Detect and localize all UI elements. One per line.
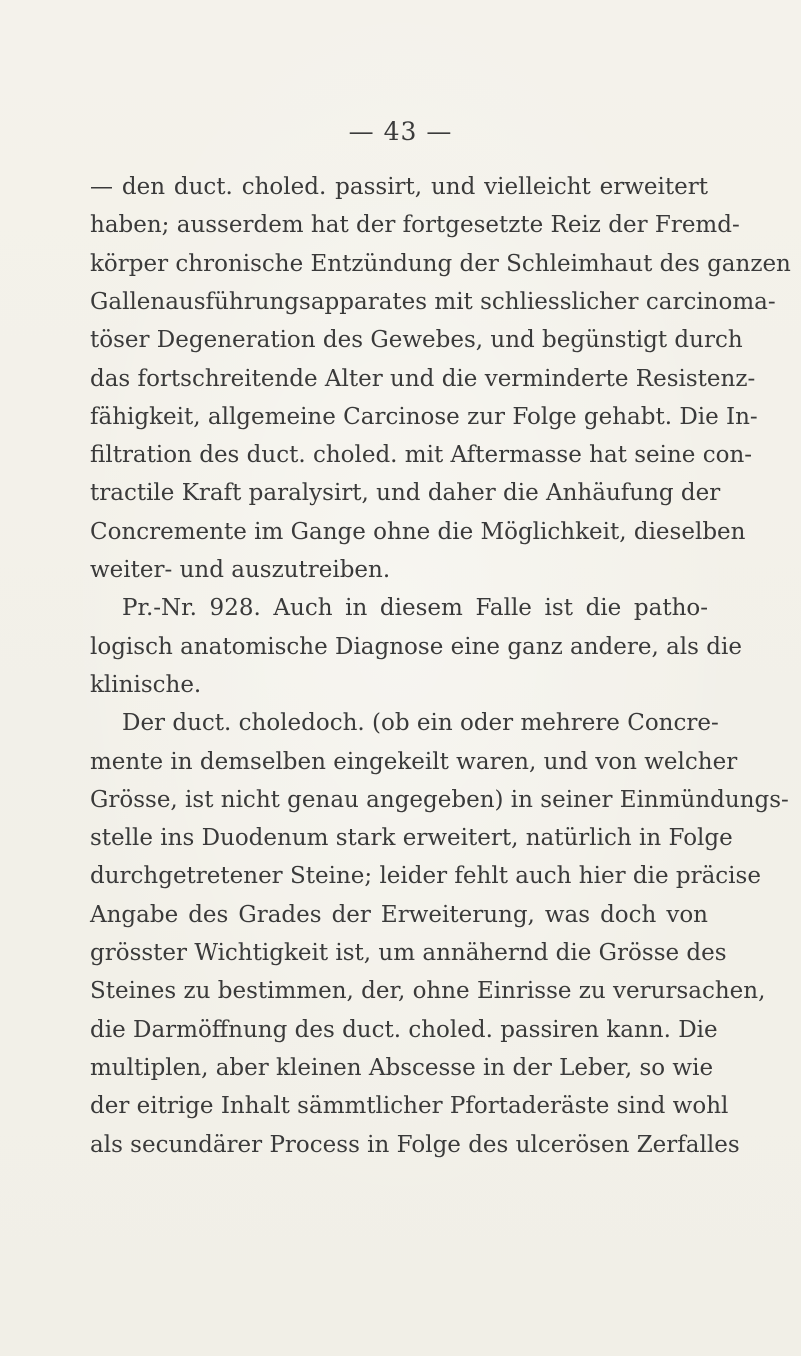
text-line: grösster Wichtigkeit ist, um annähernd die Grösse des	[90, 940, 727, 966]
text-line: fähigkeit, allgemeine Carcinose zur Folge gehabt. Die In-	[90, 403, 758, 430]
text-line: der eitrige Inhalt sämmtlicher Pfortaderäste sind wohl	[90, 1093, 729, 1120]
text-line: körper chronische Entzündung der Schleimhaut des ganzen	[90, 250, 791, 277]
text-line: mente in demselben eingekeilt waren, und von welcher	[90, 748, 738, 775]
text-line: tractile Kraft paralysirt, und daher die Anhäufung der	[90, 480, 721, 507]
text-line: Pr.-Nr. 928. Auch in diesem Falle ist die patho-	[122, 595, 708, 622]
text-line: Gallenausführungsapparates mit schliesslicher carcinoma-	[90, 288, 776, 315]
text-line: die Darmöffnung des duct. choled. passiren kann. Die	[90, 1016, 718, 1043]
text-line: Steines zu bestimmen, der, ohne Einrisse zu verursachen,	[90, 978, 766, 1005]
text-line: Concremente im Gange ohne die Möglichkeit, dieselben	[90, 518, 746, 545]
text-line: töser Degeneration des Gewebes, und begünstigt durch	[90, 327, 743, 354]
text-line: logisch anatomische Diagnose eine ganz andere, als die	[90, 633, 742, 660]
text-line: Angabe des Grades der Erweiterung, was doch von	[90, 901, 708, 928]
text-line: — den duct. choled. passirt, und vielleicht erweitert	[90, 174, 708, 200]
text-line: filtration des duct. choled. mit Aftermasse hat seine con-	[90, 442, 753, 469]
text-line: als secundärer Process in Folge des ulcerösen Zerfalles	[90, 1131, 740, 1158]
text-line: stelle ins Duodenum stark erweitert, natürlich in Folge	[90, 825, 733, 852]
text-line: haben; ausserdem hat der fortgesetzte Reiz der Fremd-	[90, 212, 740, 239]
text-line: Grösse, ist nicht genau angegeben) in seiner Einmündungs-	[90, 786, 789, 813]
text-line: Der duct. choledoch. (ob ein oder mehrere Concre-	[122, 710, 719, 737]
page-number: — 43 —	[348, 117, 453, 146]
text-line: durchgetretener Steine; leider fehlt auch hier die präcise	[90, 863, 761, 890]
text-line: multiplen, aber kleinen Abscesse in der Leber, so wie	[90, 1054, 714, 1081]
text-line: weiter- und auszutreiben.	[90, 557, 391, 583]
text-line: klinische.	[90, 671, 202, 698]
text-line: das fortschreitende Alter und die verminderte Resistenz-	[90, 365, 756, 392]
